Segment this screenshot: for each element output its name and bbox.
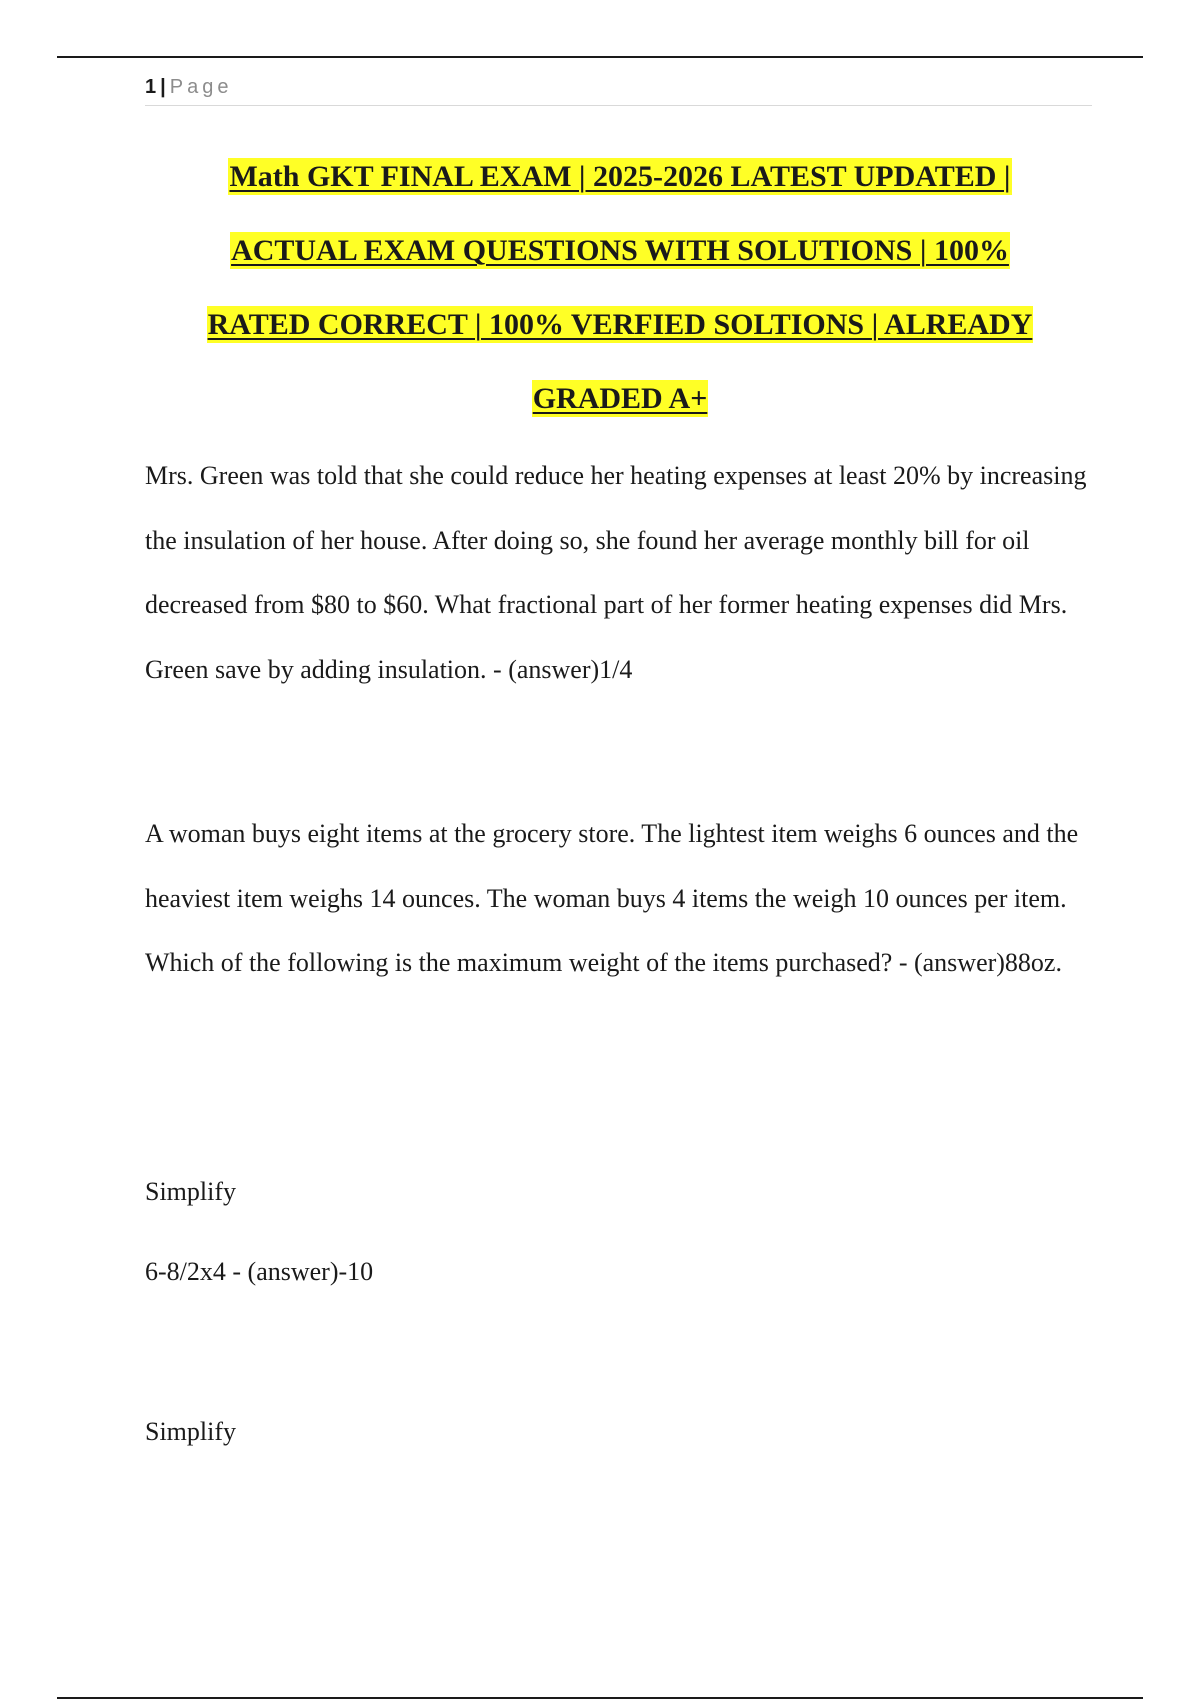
title-line-2: ACTUAL EXAM QUESTIONS WITH SOLUTIONS | 100%	[231, 234, 1009, 267]
question-4-prompt: Simplify	[145, 1417, 237, 1446]
title-line-4: GRADED A+	[532, 382, 708, 415]
page-number: 1	[145, 76, 157, 98]
page-separator: |	[160, 76, 166, 98]
page-header	[145, 72, 1092, 106]
page-label: Page	[169, 76, 233, 98]
bottom-rule	[57, 1697, 1143, 1699]
question-3-prompt: Simplify	[145, 1177, 237, 1206]
question-3: 6-8/2x4 - (answer)-10	[145, 1257, 374, 1286]
document-title	[100, 140, 1140, 436]
title-line-1: Math GKT FINAL EXAM | 2025-2026 LATEST UPDATED |	[229, 160, 1011, 193]
question-1: Mrs. Green was told that she could reduce her heating expenses at least 20% by increasing the insulation of her house. After doing so, she found her average monthly bill for oil decreased from $80 to $60. What fractional part of her former heating expenses did Mrs. Green save by adding insulation. - (answer)1/4	[145, 461, 1087, 684]
title-line-3: RATED CORRECT | 100% VERFIED SOLTIONS | ALREADY	[207, 308, 1033, 341]
question-2: A woman buys eight items at the grocery store. The lightest item weighs 6 ounces and the heaviest item weighs 14 ounces. The woman buys 4 items the weigh 10 ounces per item. Which of the following is the maximum weight of the items purchased? - (answer)88oz.	[145, 819, 1079, 977]
top-rule	[57, 56, 1143, 58]
